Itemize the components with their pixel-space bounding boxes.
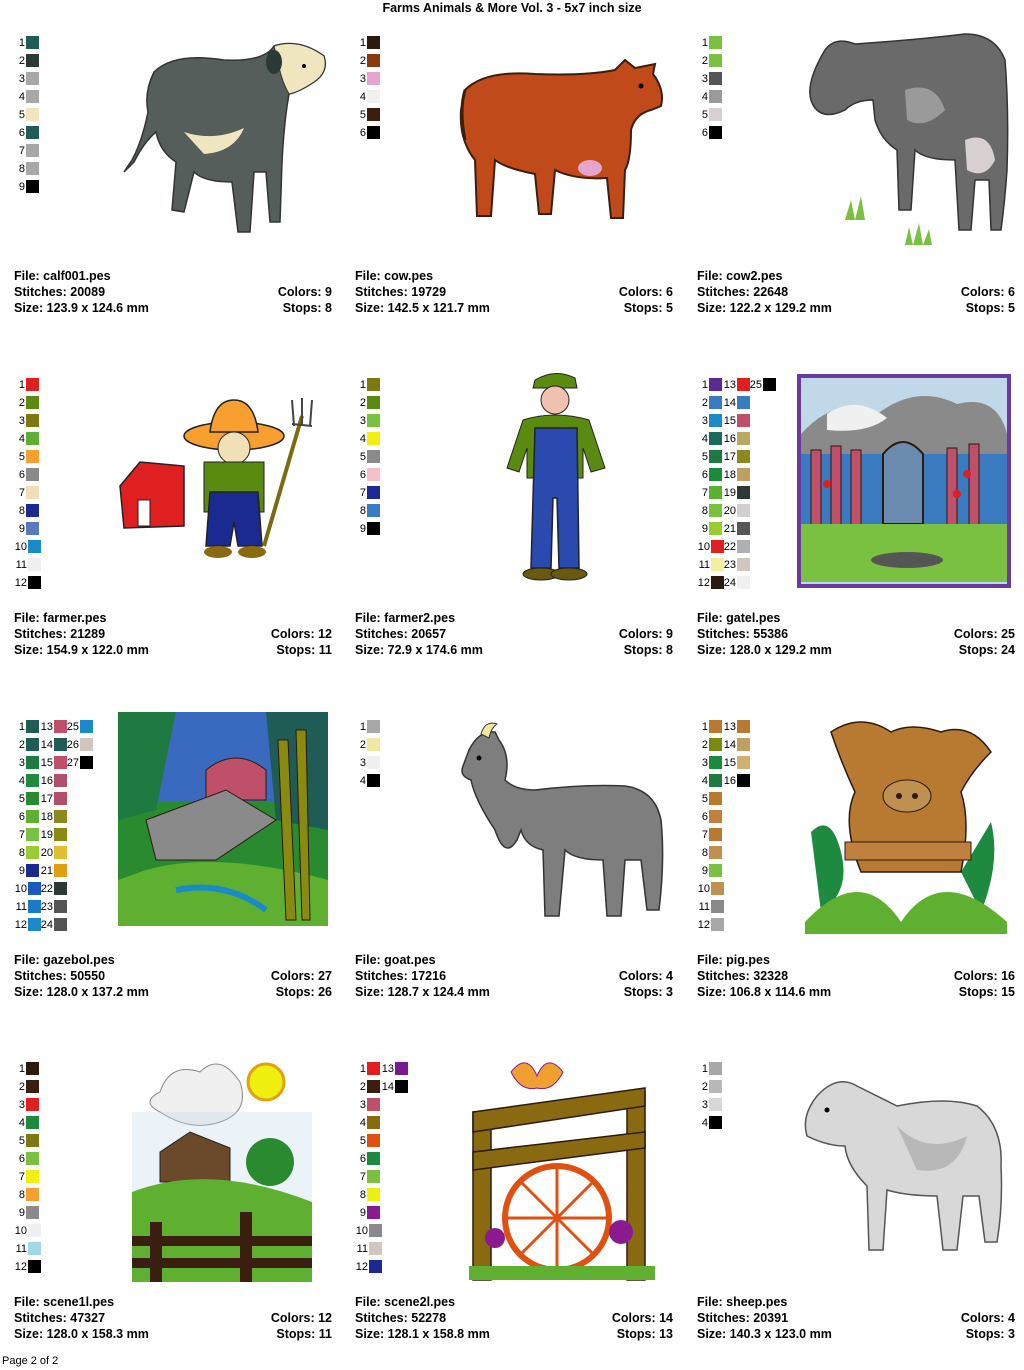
color-swatch: 6 (355, 468, 380, 482)
color-swatch: 16 (723, 774, 750, 788)
color-swatch: 5 (697, 450, 722, 464)
color-swatch: 24 (40, 918, 67, 932)
color-count: Colors: 9 (618, 627, 673, 641)
file-name: File: gatel.pes (697, 611, 781, 625)
design-info (355, 1294, 673, 1342)
design-info (697, 610, 1015, 658)
color-swatch: 14 (40, 738, 67, 752)
design-info (355, 268, 673, 316)
stop-count: Stops: 24 (958, 643, 1015, 657)
color-swatch: 19 (723, 486, 750, 500)
color-swatch: 1 (697, 720, 722, 734)
color-swatch: 9 (697, 522, 722, 536)
color-count: Colors: 4 (618, 969, 673, 983)
color-swatch: 7 (355, 1170, 380, 1184)
file-name: File: goat.pes (355, 953, 436, 967)
color-swatch: 3 (355, 72, 380, 86)
color-swatch: 3 (355, 756, 380, 770)
color-swatch: 7 (14, 144, 39, 158)
design-size: Size: 72.9 x 174.6 mm (355, 643, 483, 657)
color-swatch: 5 (14, 792, 39, 806)
color-swatch: 12 (697, 918, 724, 932)
color-swatch: 2 (697, 396, 722, 410)
color-swatch: 1 (14, 1062, 39, 1076)
design-size: Size: 122.2 x 129.2 mm (697, 301, 832, 315)
color-swatch: 2 (14, 396, 39, 410)
page-footer: Page 2 of 2 (2, 1355, 59, 1367)
color-swatch: 5 (697, 792, 722, 806)
color-swatch: 21 (723, 522, 750, 536)
color-swatch: 11 (14, 1242, 41, 1256)
color-swatch: 10 (14, 540, 41, 554)
stitch-count: Stitches: 52278 (355, 1311, 447, 1325)
file-name: File: cow.pes (355, 269, 434, 283)
design-size: Size: 154.9 x 122.0 mm (14, 643, 149, 657)
color-swatch: 6 (14, 810, 39, 824)
color-swatch: 17 (723, 450, 750, 464)
farmer-image (114, 396, 334, 566)
pig-image (801, 712, 1011, 934)
color-swatch: 1 (355, 720, 380, 734)
sheep-image (797, 1066, 1009, 1266)
color-swatch: 13 (723, 720, 750, 734)
page-title: Farms Animals & More Vol. 3 - 5x7 inch size (382, 1, 642, 15)
design-size: Size: 142.5 x 121.7 mm (355, 301, 490, 315)
scene2-image (467, 1052, 657, 1282)
color-swatch: 12 (697, 576, 724, 590)
color-swatch: 3 (14, 756, 39, 770)
design-info (14, 610, 332, 658)
color-swatch: 9 (697, 864, 722, 878)
color-swatch: 1 (14, 36, 39, 50)
color-swatch: 13 (381, 1062, 408, 1076)
color-swatch: 18 (40, 810, 67, 824)
design-info (14, 952, 332, 1000)
color-swatch: 7 (14, 1170, 39, 1184)
color-swatch: 2 (697, 54, 722, 68)
stop-count: Stops: 3 (623, 985, 673, 999)
color-swatch: 1 (697, 1062, 722, 1076)
stop-count: Stops: 8 (282, 301, 332, 315)
color-swatch: 11 (14, 558, 41, 572)
color-swatch: 1 (14, 720, 39, 734)
color-swatch: 27 (66, 756, 93, 770)
color-swatch: 5 (14, 450, 39, 464)
stitch-count: Stitches: 17216 (355, 969, 447, 983)
color-swatch: 12 (355, 1260, 382, 1274)
color-swatch: 6 (355, 1152, 380, 1166)
design-size: Size: 128.0 x 158.3 mm (14, 1327, 149, 1341)
color-swatch: 11 (355, 1242, 382, 1256)
stop-count: Stops: 11 (276, 643, 332, 657)
color-swatch: 10 (14, 1224, 41, 1238)
color-swatch: 8 (14, 1188, 39, 1202)
design-info (697, 952, 1015, 1000)
color-swatch: 15 (723, 756, 750, 770)
color-swatch: 8 (355, 504, 380, 518)
stitch-count: Stitches: 19729 (355, 285, 447, 299)
stitch-count: Stitches: 50550 (14, 969, 106, 983)
stitch-count: Stitches: 20089 (14, 285, 106, 299)
color-swatch: 3 (697, 1098, 722, 1112)
color-swatch: 10 (14, 882, 41, 896)
color-swatch: 4 (697, 432, 722, 446)
color-swatch: 5 (14, 1134, 39, 1148)
color-count: Colors: 25 (953, 627, 1015, 641)
color-swatch: 18 (723, 468, 750, 482)
file-name: File: scene1l.pes (14, 1295, 115, 1309)
design-size: Size: 123.9 x 124.6 mm (14, 301, 149, 315)
color-swatch: 9 (14, 180, 39, 194)
design-card-farmer (14, 352, 334, 657)
design-card-sheep (697, 1036, 1017, 1341)
design-size: Size: 106.8 x 114.6 mm (697, 985, 832, 999)
color-count: Colors: 12 (270, 627, 332, 641)
design-card-scene1 (14, 1036, 334, 1341)
color-swatch: 9 (355, 1206, 380, 1220)
color-swatch: 16 (723, 432, 750, 446)
design-card-cow2 (697, 10, 1017, 315)
color-swatch: 10 (697, 540, 724, 554)
color-swatch: 9 (14, 522, 39, 536)
color-swatch: 4 (355, 90, 380, 104)
color-swatch: 8 (14, 162, 39, 176)
color-swatch: 10 (355, 1224, 382, 1238)
color-swatch: 8 (697, 504, 722, 518)
stitch-count: Stitches: 20657 (355, 627, 447, 641)
color-swatch: 2 (697, 1080, 722, 1094)
stop-count: Stops: 5 (965, 301, 1015, 315)
stop-count: Stops: 26 (275, 985, 332, 999)
color-swatch: 3 (14, 414, 39, 428)
color-swatch: 4 (697, 1116, 722, 1130)
color-swatch: 5 (355, 1134, 380, 1148)
color-count: Colors: 12 (270, 1311, 332, 1325)
color-swatch: 2 (355, 396, 380, 410)
color-count: Colors: 6 (960, 285, 1015, 299)
design-size: Size: 128.0 x 137.2 mm (14, 985, 149, 999)
color-swatch: 6 (697, 810, 722, 824)
color-swatch: 6 (697, 468, 722, 482)
color-swatch: 3 (697, 72, 722, 86)
color-swatch: 2 (14, 54, 39, 68)
color-swatch: 4 (355, 432, 380, 446)
color-swatch: 8 (697, 846, 722, 860)
gate-image (797, 374, 1011, 588)
file-name: File: pig.pes (697, 953, 770, 967)
color-swatch: 4 (14, 90, 39, 104)
color-swatch: 1 (355, 36, 380, 50)
stop-count: Stops: 13 (616, 1327, 673, 1341)
color-swatch: 1 (355, 378, 380, 392)
color-swatch: 14 (723, 738, 750, 752)
color-swatch: 9 (14, 864, 39, 878)
design-card-pig (697, 694, 1017, 999)
color-swatch: 22 (723, 540, 750, 554)
calf-image (114, 32, 334, 252)
design-info (14, 268, 332, 316)
color-swatch: 6 (355, 126, 380, 140)
color-swatch: 11 (14, 900, 41, 914)
color-swatch: 20 (40, 846, 67, 860)
color-swatch: 2 (355, 738, 380, 752)
design-card-farmer2 (355, 352, 675, 657)
color-swatch: 2 (697, 738, 722, 752)
farmer2-image (505, 368, 615, 588)
color-swatch: 22 (40, 882, 67, 896)
color-swatch: 1 (697, 378, 722, 392)
file-name: File: gazebol.pes (14, 953, 115, 967)
goat-image (455, 720, 670, 930)
stitch-count: Stitches: 55386 (697, 627, 789, 641)
design-info (355, 952, 673, 1000)
stop-count: Stops: 5 (623, 301, 673, 315)
color-swatch: 4 (355, 774, 380, 788)
color-swatch: 17 (40, 792, 67, 806)
color-swatch: 3 (697, 756, 722, 770)
color-swatch: 7 (697, 486, 722, 500)
color-swatch: 11 (697, 558, 724, 572)
color-swatch: 12 (14, 1260, 41, 1274)
design-size: Size: 128.1 x 158.8 mm (355, 1327, 490, 1341)
color-count: Colors: 14 (611, 1311, 673, 1325)
color-swatch: 20 (723, 504, 750, 518)
color-swatch: 5 (355, 450, 380, 464)
color-swatch: 2 (14, 1080, 39, 1094)
file-name: File: calf001.pes (14, 269, 111, 283)
color-swatch: 25 (66, 720, 93, 734)
color-count: Colors: 9 (277, 285, 332, 299)
color-swatch: 4 (697, 774, 722, 788)
design-info (697, 268, 1015, 316)
color-swatch: 21 (40, 864, 67, 878)
color-swatch: 5 (14, 108, 39, 122)
color-swatch: 6 (14, 126, 39, 140)
color-swatch: 15 (40, 756, 67, 770)
color-swatch: 3 (355, 1098, 380, 1112)
color-swatch: 6 (14, 468, 39, 482)
color-count: Colors: 16 (953, 969, 1015, 983)
cow2-image (795, 30, 1015, 255)
color-swatch: 3 (14, 1098, 39, 1112)
cow-image (455, 50, 670, 230)
color-count: Colors: 27 (270, 969, 332, 983)
color-swatch: 4 (14, 774, 39, 788)
design-card-calf (14, 10, 334, 315)
file-name: File: cow2.pes (697, 269, 783, 283)
color-swatch: 11 (697, 900, 724, 914)
color-swatch: 5 (355, 108, 380, 122)
color-swatch: 1 (14, 378, 39, 392)
design-card-scene2 (355, 1036, 675, 1341)
color-swatch: 9 (14, 1206, 39, 1220)
file-name: File: scene2l.pes (355, 1295, 456, 1309)
color-swatch: 24 (723, 576, 750, 590)
color-swatch: 12 (14, 576, 41, 590)
color-swatch: 9 (355, 522, 380, 536)
design-card-cow (355, 10, 675, 315)
file-name: File: farmer2.pes (355, 611, 456, 625)
stitch-count: Stitches: 21289 (14, 627, 106, 641)
color-swatch: 4 (14, 1116, 39, 1130)
design-info (355, 610, 673, 658)
stop-count: Stops: 15 (958, 985, 1015, 999)
color-swatch: 2 (355, 1080, 380, 1094)
color-swatch: 13 (723, 378, 750, 392)
color-count: Colors: 4 (960, 1311, 1015, 1325)
color-swatch: 8 (355, 1188, 380, 1202)
design-size: Size: 128.7 x 124.4 mm (355, 985, 490, 999)
color-swatch: 3 (697, 414, 722, 428)
color-swatch: 7 (355, 486, 380, 500)
color-swatch: 12 (14, 918, 41, 932)
gazebo-image (116, 710, 330, 930)
stitch-count: Stitches: 47327 (14, 1311, 106, 1325)
color-swatch: 1 (697, 36, 722, 50)
color-swatch: 3 (14, 72, 39, 86)
file-name: File: farmer.pes (14, 611, 107, 625)
color-swatch: 14 (381, 1080, 408, 1094)
color-swatch: 4 (14, 432, 39, 446)
color-swatch: 25 (749, 378, 776, 392)
color-swatch: 4 (697, 90, 722, 104)
design-info (697, 1294, 1015, 1342)
color-swatch: 2 (355, 54, 380, 68)
color-swatch: 23 (40, 900, 67, 914)
color-swatch: 5 (697, 108, 722, 122)
color-swatch: 7 (697, 828, 722, 842)
color-swatch: 3 (355, 414, 380, 428)
design-size: Size: 128.0 x 129.2 mm (697, 643, 832, 657)
color-swatch: 8 (14, 846, 39, 860)
color-swatch: 26 (66, 738, 93, 752)
color-swatch: 1 (355, 1062, 380, 1076)
color-swatch: 16 (40, 774, 67, 788)
color-swatch: 6 (697, 126, 722, 140)
color-swatch: 15 (723, 414, 750, 428)
file-name: File: sheep.pes (697, 1295, 788, 1309)
color-swatch: 6 (14, 1152, 39, 1166)
stop-count: Stops: 11 (276, 1327, 332, 1341)
color-swatch: 7 (14, 486, 39, 500)
color-swatch: 2 (14, 738, 39, 752)
stitch-count: Stitches: 22648 (697, 285, 789, 299)
design-card-goat (355, 694, 675, 999)
color-swatch: 4 (355, 1116, 380, 1130)
color-swatch: 13 (40, 720, 67, 734)
color-swatch: 8 (14, 504, 39, 518)
stitch-count: Stitches: 32328 (697, 969, 789, 983)
color-swatch: 23 (723, 558, 750, 572)
design-card-gazebo (14, 694, 334, 999)
stitch-count: Stitches: 20391 (697, 1311, 789, 1325)
color-swatch: 14 (723, 396, 750, 410)
stop-count: Stops: 8 (623, 643, 673, 657)
color-swatch: 19 (40, 828, 67, 842)
scene1-image (130, 1052, 314, 1282)
stop-count: Stops: 3 (965, 1327, 1015, 1341)
color-swatch: 7 (14, 828, 39, 842)
color-swatch: 10 (697, 882, 724, 896)
design-size: Size: 140.3 x 123.0 mm (697, 1327, 832, 1341)
color-count: Colors: 6 (618, 285, 673, 299)
design-card-gate (697, 352, 1017, 657)
design-info (14, 1294, 332, 1342)
